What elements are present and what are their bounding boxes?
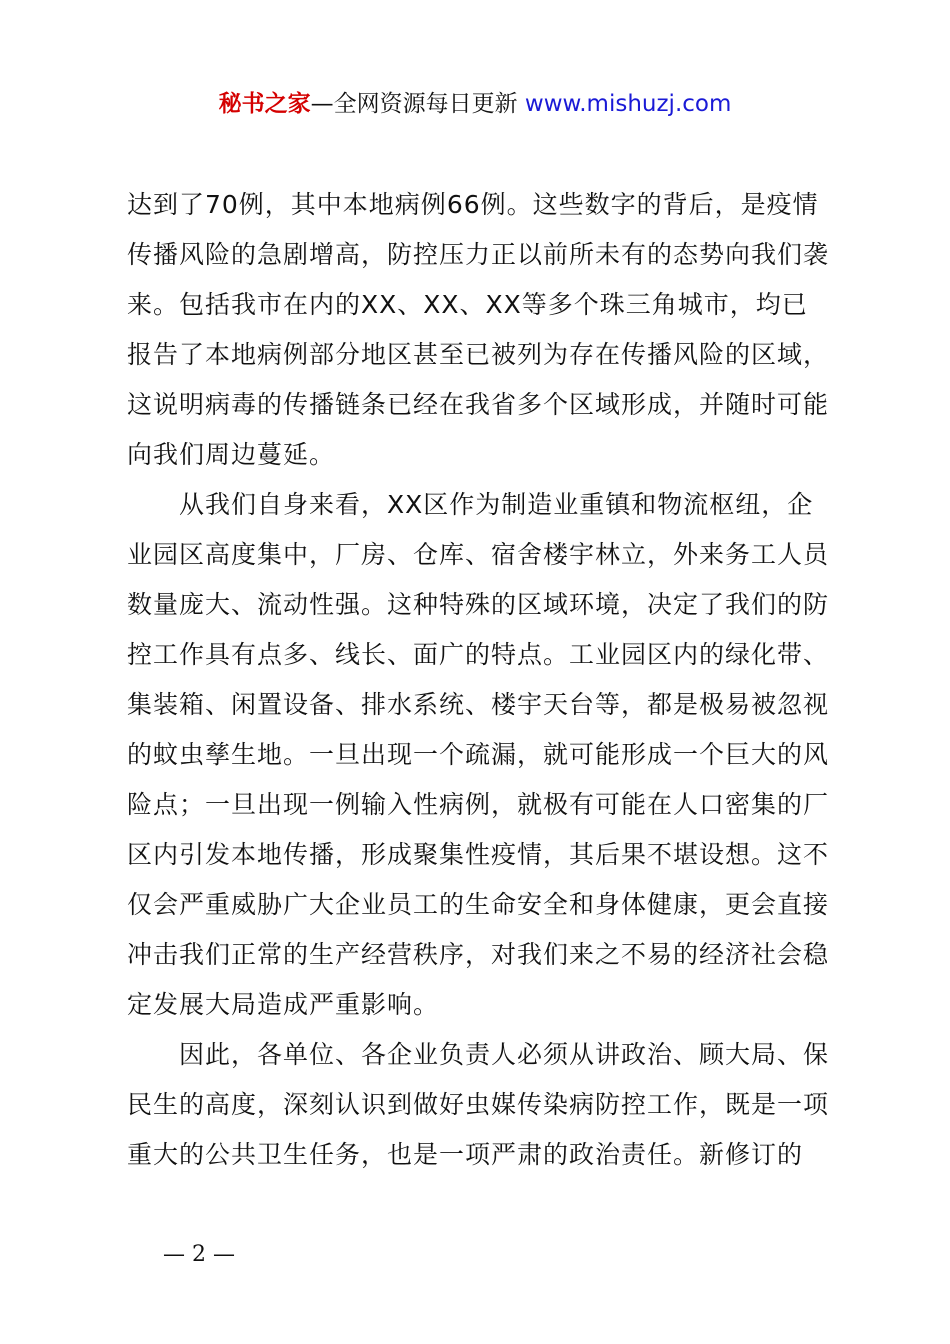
text-line: 向我们周边蔓延。 <box>127 440 336 469</box>
site-url-link[interactable]: www.mishuzj.com <box>524 91 732 117</box>
text-line: 仅会严重威胁广大企业员工的生命安全和身体健康，更会直接 <box>127 890 830 919</box>
text-line: 业园区高度集中，厂房、仓库、宿舍楼宇林立，外来务工人员 <box>127 540 830 569</box>
text-line: 区内引发本地传播，形成聚集性疫情，其后果不堪设想。这不 <box>127 840 830 869</box>
document-body <box>127 180 837 1180</box>
paragraph-start-line: 从我们自身来看，XX区作为制造业重镇和物流枢纽，企 <box>179 490 814 519</box>
site-header <box>0 86 950 122</box>
text-line: 重大的公共卫生任务，也是一项严肃的政治责任。新修订的 <box>127 1140 804 1169</box>
text-line: 传播风险的急剧增高，防控压力正以前所未有的态势向我们袭 <box>127 240 830 269</box>
text-line: 民生的高度，深刻认识到做好虫媒传染病防控工作，既是一项 <box>127 1090 830 1119</box>
text-line: 定发展大局造成严重影响。 <box>127 990 440 1019</box>
paragraph-start-line: 因此，各单位、各企业负责人必须从讲政治、顾大局、保 <box>179 1040 830 1069</box>
text-line: 险点；一旦出现一例输入性病例，就极有可能在人口密集的厂 <box>127 790 830 819</box>
text-line: 冲击我们正常的生产经营秩序，对我们来之不易的经济社会稳 <box>127 940 830 969</box>
brand-name: 秘书之家 <box>218 91 311 117</box>
text-line: 这说明病毒的传播链条已经在我省多个区域形成，并随时可能 <box>127 390 830 419</box>
text-line: 报告了本地病例部分地区甚至已被列为存在传播风险的区域， <box>127 340 830 369</box>
text-line: 的蚊虫孳生地。一旦出现一个疏漏，就可能形成一个巨大的风 <box>127 740 830 769</box>
text-line: 达到了70例，其中本地病例66例。这些数字的背后，是疫情 <box>127 190 819 219</box>
header-tagline: —全网资源每日更新 <box>310 91 518 117</box>
text-line: 数量庞大、流动性强。这种特殊的区域环境，决定了我们的防 <box>127 590 830 619</box>
text-line: 集装箱、闲置设备、排水系统、楼宇天台等，都是极易被忽视 <box>127 690 830 719</box>
text-line: 控工作具有点多、线长、面广的特点。工业园区内的绿化带、 <box>127 640 830 669</box>
text-line: 来。包括我市在内的XX、XX、XX等多个珠三角城市，均已 <box>127 290 808 319</box>
page-number: — 2 — <box>163 1242 235 1267</box>
